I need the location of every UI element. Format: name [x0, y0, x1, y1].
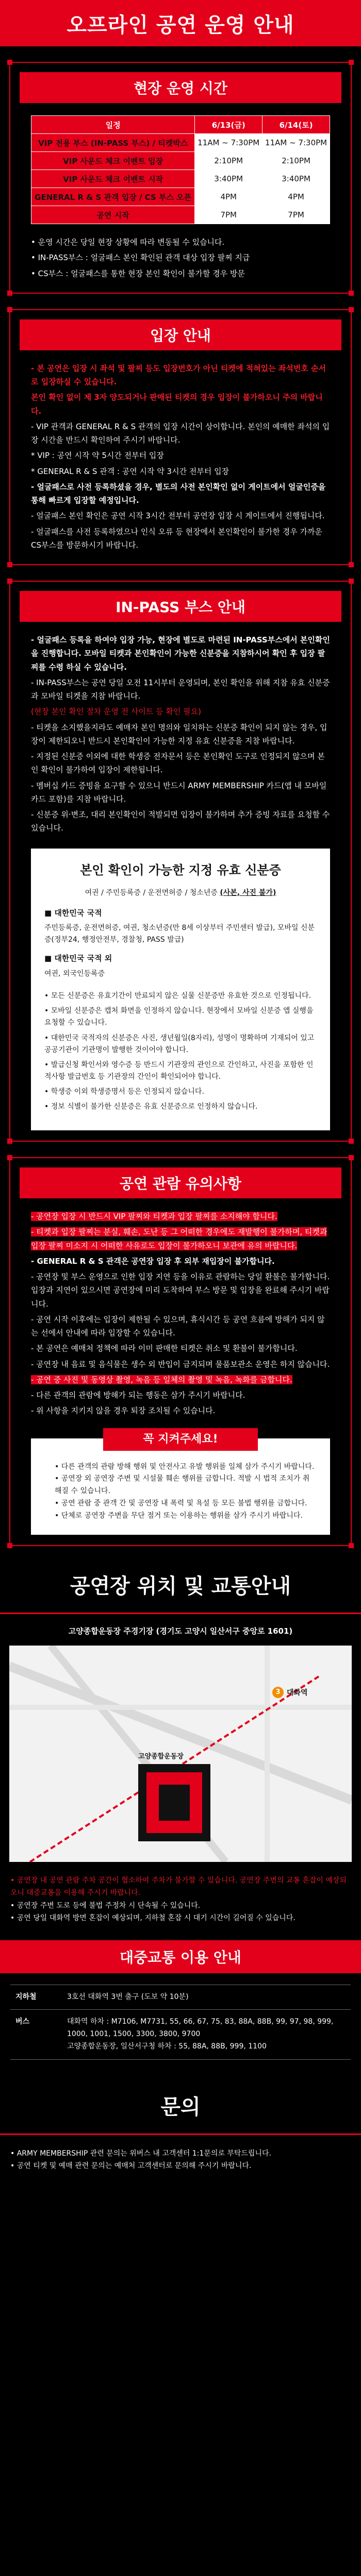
row-label: 공연 시작: [31, 206, 195, 224]
note: • 운영 시간은 당일 현장 상황에 따라 변동될 수 있습니다.: [31, 238, 225, 247]
note: * VIP : 공연 시작 약 5시간 전부터 입장: [31, 451, 164, 461]
entry-notes: [10, 350, 351, 552]
note: - 공연장 및 부스 운영으로 인한 입장 지연 등을 이유로 관람하는 당일 환불은 불가합니다. 입장과 지연이 있으시면 공연장에 미리 도착하여 부스 방문 및 입장을 완료해 주시기 바랍니다.: [31, 1272, 330, 1309]
row-label: GENERAL R & S 관객 입장 / CS 부스 오픈: [31, 188, 195, 206]
list-item: • 단체로 공연장 주변을 무단 점거 또는 이용하는 행위를 삼가 주시기 바랍니다.: [55, 1511, 303, 1520]
inquiry-list: [0, 2135, 361, 2173]
note: - VIP 관객과 GENERAL R & S 관객의 입장 시간이 상이합니다. 본인의 예매한 좌석의 입장 시간을 반드시 확인하여 주시기 바랍니다.: [31, 421, 330, 445]
header-banner: [0, 0, 361, 46]
cell: 3:40PM: [262, 170, 330, 188]
venue-title: 공연장 위치 및 교통안내: [70, 1574, 291, 1598]
note: - 티켓을 소지했을지라도 예매자 본인 명의와 일치하는 신분증 확인이 되지 않는 경우, 입장이 제한되오니 반드시 본인확인이 가능한 지정 유효 신분증을 지참 바랍니다.: [31, 722, 327, 745]
caution-title: 공연 관람 유의사항: [20, 1167, 341, 1198]
cell: 4PM: [195, 188, 262, 206]
transport-value: 3호선 대화역 3번 출구 (도보 약 10분): [62, 1985, 351, 2010]
note: • 공연장 내 공연 관람 주차 공간이 협소하여 주차가 불가할 수 있습니다. 공연장 주변의 교통 혼잡이 예상되오니 대중교통을 이용해 주시기 바랍니다.: [10, 1876, 347, 1897]
transport-table: [10, 1985, 351, 2060]
note: 본인 확인 없이 제 3자 양도되거나 판매된 티켓의 경우 입장이 불가하오니 주의 바랍니다.: [31, 393, 323, 416]
list-item: • 공연장 외 공연장 주변 및 시설물 훼손 행위를 금합니다. 적발 시 법적 조치가 취해질 수 있습니다.: [55, 1475, 310, 1496]
col-header: 일정: [31, 116, 195, 134]
schedule-table: [31, 115, 330, 224]
row-label: VIP 사운드 체크 이벤트 입장: [31, 152, 195, 170]
note: - 다른 관객의 관람에 방해가 되는 행동은 삼가 주시기 바랍니다.: [31, 1391, 245, 1400]
id-note: • 학생증 이외 학생증명서 등은 인정되지 않습니다.: [44, 1087, 204, 1096]
venue-address: 고양종합운동장 주경기장 (경기도 고양시 일산서구 중앙로 1601): [68, 1626, 293, 1636]
note: - 얼굴패스를 사전 등록하였으나 인식 오류 등 현장에서 본인확인이 불가한 경우 가까운 CS부스를 방문하시기 바랍니다.: [31, 527, 323, 550]
cell: 4PM: [262, 188, 330, 206]
cell: 7PM: [195, 206, 262, 224]
table-row: [31, 206, 330, 224]
row-label: VIP 사운드 체크 이벤트 시작: [31, 170, 195, 188]
schedule-notes: [10, 224, 351, 280]
id-note: • 발급신청 확인서와 영수증 등 반드시 기관장의 관인으로 간인하고, 사진을 포함한 인적사항 발급번호 등 기관장의 간인이 확인되어야 합니다.: [44, 1060, 314, 1081]
cell: 11AM ~ 7:30PM: [195, 134, 262, 152]
table-row: [31, 188, 330, 206]
note: - 위 사항을 지키지 않을 경우 퇴장 조치될 수 있습니다.: [31, 1406, 216, 1416]
subway-line-icon: 3: [272, 1687, 284, 1698]
valid-id-box: [31, 849, 330, 1131]
note: - IN-PASS부스는 공연 당일 오전 11시부터 운영되며, 본인 확인을 위해 지참 유효 신분증과 모바일 티켓을 지참 바랍니다.: [31, 677, 330, 701]
inquiry-header: [0, 2091, 361, 2120]
divider: [0, 1613, 361, 1614]
list-item: • 공연 관람 중 관객 간 및 공연장 내 폭력 및 욕설 등 모든 불법 행위를 금합니다.: [55, 1499, 307, 1508]
must-follow-title: 꼭 지켜주세요!: [103, 1428, 258, 1451]
venue-notes: [0, 1862, 361, 1925]
transport-value: 대화역 하차 : M7106, M7731, 55, 66, 67, 75, 83, 88A, 88B, 99, 97, 98, 999, 1000, 1001, 1500, 3300, 3800, 9700 고양종합운동장, 일산서구청 하차 : 55, 88A, 88B, 999, 1100: [62, 2010, 351, 2059]
note: - 본 공연은 예매처 정책에 따라 이미 판매한 티켓은 취소 및 환불이 불가합니다.: [31, 1344, 298, 1353]
note: - 얼굴패스로 사전 등록하셨을 경우, 별도의 사전 본인확인 없이 게이트에서 얼굴인증을 통해 빠르게 입장할 예정입니다.: [31, 482, 326, 505]
transport-key: 버스: [10, 2010, 62, 2059]
table-row: [10, 1985, 351, 2010]
entry-panel: [9, 309, 352, 565]
entry-title: 입장 안내: [20, 319, 341, 350]
note: • 공연 당일 대화역 방면 혼잡이 예상되며, 지하철 혼잡 시 대기 시간이 길어질 수 있습니다.: [10, 1914, 296, 1923]
id-note: • 대한민국 국적자의 신분증은 사진, 생년월일(8자리), 성명이 명확하며 기재되어 있고 공공기관이 기관명이 발행한 것이어야 합니다.: [44, 1033, 315, 1054]
transport-key: 지하철: [10, 1985, 62, 2010]
cell: 7PM: [262, 206, 330, 224]
id-section-body: 주민등록증, 운전면허증, 여권, 청소년증(만 8세 이상부터 주민센터 발급), 모바일 신분증(정부24, 행정안전부, 경찰청, PASS 발급): [44, 924, 315, 944]
cell: 2:10PM: [262, 152, 330, 170]
station-label: 3 대화역: [272, 1687, 308, 1698]
note: • 공연 티켓 및 예매 관련 문의는 예매처 고객센터로 문의해 주시기 바랍니다.: [10, 2162, 252, 2171]
must-follow-box: [31, 1432, 330, 1535]
cell: 3:40PM: [195, 170, 262, 188]
id-note: • 모든 신분증은 유효기간이 만료되지 않은 실물 신분증만 유효한 것으로 인정됩니다.: [44, 992, 311, 1001]
note: - 공연장 내 음료 및 음식물은 생수 외 반입이 금지되며 물품보관소 운영은 하지 않습니다.: [31, 1359, 330, 1369]
venue-header: [0, 1570, 361, 1599]
id-note: • 정보 식별이 불가한 신분증은 유효 신분증으로 인정하지 않습니다.: [44, 1103, 258, 1111]
note: - 멤버십 카드 증빙을 요구할 수 있으니 반드시 ARMY MEMBERSHIP 카드(앱 내 모바일 카드 포함)를 지참 바랍니다.: [31, 781, 327, 804]
note: (현장 본인 확인 절차 운영 전 사이트 등 확인 필요): [31, 707, 201, 717]
caution-panel: [9, 1157, 352, 1546]
table-row: [31, 152, 330, 170]
id-section-head: ■ 대한민국 국적: [44, 908, 102, 918]
must-follow-list: [31, 1461, 330, 1522]
id-note: • 모바일 신분증은 캡처 화면을 인정하지 않습니다. 현장에서 모바일 신분증 앱 실행을 요청할 수 있습니다.: [44, 1007, 314, 1027]
table-row: [10, 2010, 351, 2059]
note: - 얼굴패스 등록을 하여야 입장 가능, 현장에 별도로 마련된 IN-PASS부스에서 본인확인을 진행합니다. 모바일 티켓과 본인확인이 가능한 신분증을 지참하시어 확인 후 입장 팔찌를 수령 하실 수 있습니다.: [31, 635, 330, 672]
table-row: [31, 134, 330, 152]
note: - 본 공연은 입장 시 좌석 및 팔찌 등도 입장번호가 아닌 티켓에 적혀있는 좌석번호 순서로 입장하실 수 있습니다.: [31, 363, 326, 386]
page-title: 오프라인 공연 운영 안내: [67, 13, 294, 37]
inpass-title: IN-PASS 부스 안내: [20, 591, 341, 622]
col-header: 6/13(금): [195, 116, 262, 134]
note: - 공연장 입장 시 반드시 VIP 팔찌와 티켓과 입장 팔찌를 소지해야 합니다.: [31, 1212, 277, 1222]
note: * GENERAL R & S 관객 : 공연 시작 약 3시간 전부터 입장: [31, 466, 229, 476]
id-box-title: 본인 확인이 가능한 지정 유효 신분증: [80, 862, 281, 877]
note: - 공연 중 사진 및 동영상 촬영, 녹음 등 일체의 촬영 및 녹음, 녹화를 금합니다.: [31, 1375, 292, 1384]
inquiry-title: 문의: [160, 2095, 201, 2119]
note: - 공연 시작 이후에는 입장이 제한될 수 있으며, 휴식시간 등 공연 흐름에 방해가 되지 않는 선에서 안내에 따라 입장할 수 있습니다.: [31, 1314, 325, 1338]
id-box-sub: 여권 / 주민등록증 / 운전면허증 / 청소년증 (사본, 사진 불가): [85, 888, 276, 897]
table-row: [31, 170, 330, 188]
note: • IN-PASS부스 : 얼굴패스 본인 확인된 관객 대상 입장 팔찌 지급: [31, 253, 250, 263]
id-section-body: 여권, 외국인등록증: [44, 970, 105, 978]
venue-map[interactable]: [9, 1646, 352, 1862]
schedule-panel: [9, 62, 352, 294]
caution-notes: [10, 1198, 351, 1418]
venue-pin-label: 고양종합운동장: [138, 1752, 184, 1760]
schedule-title: 현장 운영 시간: [20, 72, 341, 103]
cell: 2:10PM: [195, 152, 262, 170]
inpass-panel: [9, 581, 352, 1142]
note: - GENERAL R & S 관객은 공연장 입장 후 외부 재입장이 불가합니다.: [31, 1256, 275, 1266]
note: - 신분증 위·변조, 대리 본인확인이 적발되면 입장이 불가하며 추가 증빙 자료를 요청할 수 있습니다.: [31, 810, 330, 833]
note: • ARMY MEMBERSHIP 관련 문의는 위버스 내 고객센터 1:1문의로 부탁드립니다.: [10, 2149, 271, 2158]
inpass-notes: [10, 622, 351, 835]
note: • CS부스 : 얼굴패스를 통한 현장 본인 확인이 불가할 경우 방문: [31, 268, 245, 278]
cell: 11AM ~ 7:30PM: [262, 134, 330, 152]
note: - 얼굴패스 본인 확인은 공연 시작 3시간 전부터 공연장 입장 시 게이트에서 진행됩니다.: [31, 511, 325, 521]
note: - 티켓과 입장 팔찌는 분실, 훼손, 도난 등 그 어떠한 경우에도 재발행이 불가하며, 티켓과 입장 팔찌 미소지 시 어떠한 사유로도 입장이 불가하오니 보관에 유의 바랍니다.: [31, 1227, 327, 1250]
list-item: • 다른 관객의 관람 방해 행위 및 안전사고 유발 행위를 일체 삼가 주시기 바랍니다.: [55, 1462, 315, 1471]
col-header: 6/14(토): [262, 116, 330, 134]
id-section-head: ■ 대한민국 국적 외: [44, 954, 112, 963]
note: • 공연장 주변 도로 등에 불법 주정차 시 단속될 수 있습니다.: [10, 1901, 201, 1910]
note: - 지정된 신분증 이외에 대한 학생증 전자문서 등은 본인확인 도구로 인정되지 않으며 본인 확인이 불가하여 입장이 제한됩니다.: [31, 752, 325, 775]
row-label: VIP 전용 부스 (IN-PASS 부스) / 티켓박스: [31, 134, 195, 152]
transport-title: 대중교통 이용 안내: [0, 1940, 361, 1973]
